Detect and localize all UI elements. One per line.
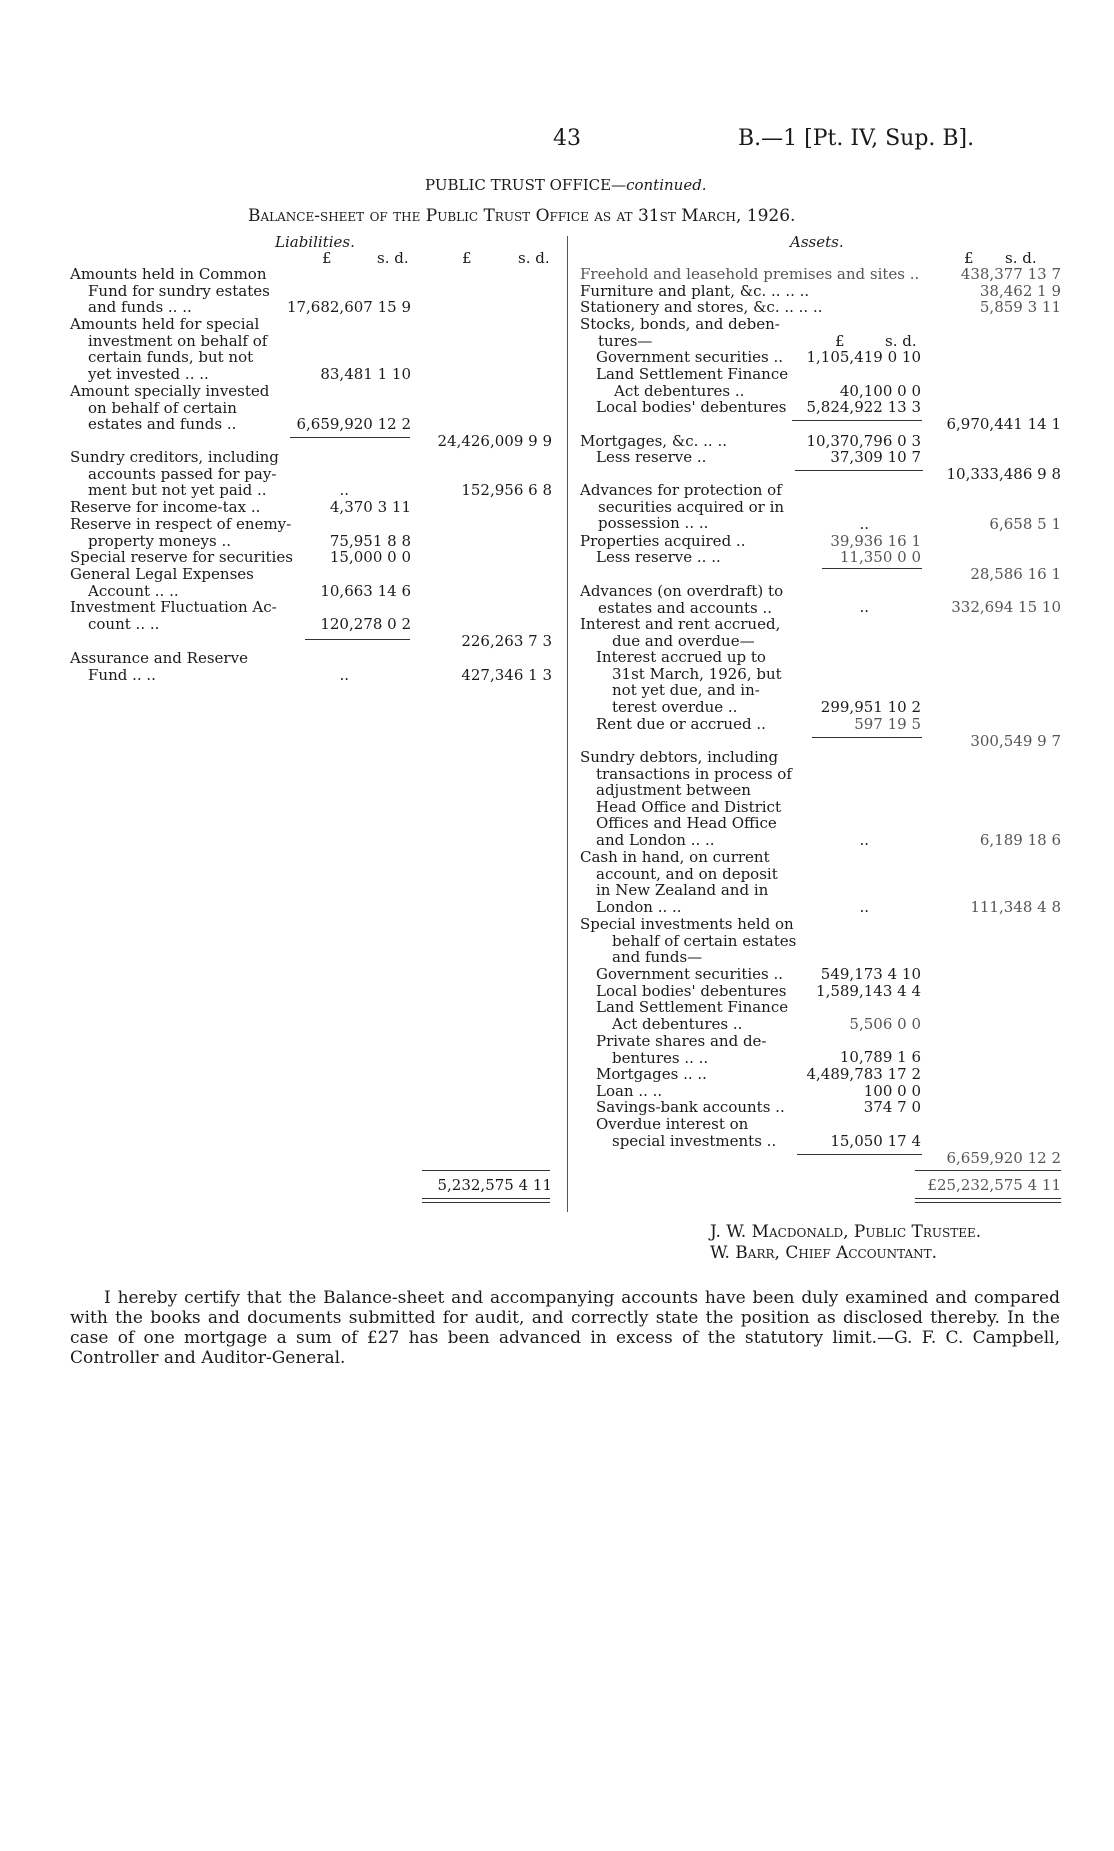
assets-sd-header: s. d. [1005,249,1037,267]
liab-sundry-creditors-amount: .. [339,481,349,499]
liab-enemy-property [70,516,291,549]
liab-pounds-header: £ [322,249,332,267]
liab-assurance-fund [70,650,248,683]
subtotal-rule [822,568,922,569]
asset-label-line: not yet due, and in- [612,681,760,699]
asset-label-line: Offices and Head Office [596,814,777,832]
asset-advances-overdraft-total: 332,694 15 10 [951,598,1061,616]
liab-assurance-fund-amount: .. [339,666,349,684]
asset-label-line: bentures .. .. [612,1048,709,1067]
liab-subtotal-2: 226,263 7 3 [461,632,552,650]
asset-rent-due-amount: 597 19 5 [854,715,921,733]
subtotal-rule [812,737,922,738]
asset-cash [580,849,778,915]
subtotal-rule [290,437,410,438]
asset-sundry-debtors-amount: .. [859,831,869,849]
total-double-rule [422,1198,550,1203]
liab-label-line: Assurance and Reserve [70,649,248,667]
asset-stationery: Stationery and stores, &c. .. .. .. [580,298,823,316]
asset-mortgages-amount: 10,370,796 0 3 [806,432,921,450]
asset-stocks-total: 6,970,441 14 1 [946,415,1061,433]
subtotal-rule [305,639,410,640]
asset-sundry-debtors [580,749,792,848]
asset-label-line: Act debentures .. [612,1014,743,1033]
asset-label-line: terest overdue .. [612,697,738,716]
asset-freehold-total: 438,377 13 7 [960,265,1061,283]
asset-cash-total: 111,348 4 8 [970,898,1061,916]
continued-label: continued. [626,176,707,194]
audit-certificate: I hereby certify that the Balance-sheet and accompanying accounts have been duly examined and compared with the books and documents submitted for audit, and correctly state the position as disclosed thereby. In the case of one mortgage a sum of £27 has been advanced in excess of the statutory limit.—G. F. C. Campbell, Controller and Auditor-General. [70,1288,1060,1368]
asset-interest-total: 300,549 9 7 [970,732,1061,750]
total-rule [915,1170,1061,1171]
asset-label-line: Interest accrued up to [596,648,766,666]
asset-label-line: Act debentures .. [614,381,745,400]
asset-grand-total: £25,232,575 4 11 [927,1176,1061,1194]
asset-special-savings: Savings-bank accounts .. [596,1098,785,1116]
liab-assurance-fund-total: 427,346 1 3 [461,666,552,684]
asset-special-gov: Government securities .. [596,965,784,983]
liab-investment-fluctuation [70,599,277,632]
asset-properties-reserve: Less reserve .. .. [596,548,721,566]
asset-label-line: Special investments held on [580,915,794,933]
liab-label-line: ment but not yet paid .. [88,481,267,499]
liab-grand-total: 5,232,575 4 11 [437,1176,552,1194]
liab-pounds2-header: £ [462,249,472,267]
office-name: PUBLIC TRUST OFFICE— [425,176,627,194]
liab-enemy-property-amount: 75,951 8 8 [329,532,411,550]
asset-label-line: adjustment between [596,781,751,799]
liab-investment-fluctuation-amount: 120,278 0 2 [320,615,411,633]
liab-legal-expenses [70,566,254,599]
asset-local-bodies: Local bodies' debentures [596,398,787,416]
liab-common-fund-amount: 17,682,607 15 9 [286,298,411,316]
liabilities-heading: Liabilities. [275,233,355,251]
asset-label-line: London .. .. [596,897,682,916]
asset-special-private [596,1033,767,1066]
asset-label-line: Interest and rent accrued, [580,615,781,633]
liab-label-line: on behalf of certain [88,398,237,417]
asset-special-local: Local bodies' debentures [596,982,787,1000]
liab-special-reserve: Special reserve for securities [70,548,293,566]
asset-land-settlement [596,366,788,399]
asset-special-gov-amount: 549,173 4 10 [820,965,921,983]
asset-properties: Properties acquired .. [580,532,746,550]
total-rule [422,1170,550,1171]
asset-special-label [580,916,796,966]
asset-label-line: in New Zealand and in [596,881,769,899]
liab-label-line: General Legal Expenses [70,565,254,583]
asset-special-mortgages: Mortgages .. .. [596,1065,707,1083]
asset-label-line: Sundry debtors, including [580,748,779,766]
asset-gov-securities-amount: 1,105,419 0 10 [806,348,921,366]
liab-label-line: Sundry creditors, including [70,448,279,466]
office-heading [425,176,707,194]
liab-label-line: yet invested .. .. [88,364,209,383]
asset-label-line: special investments .. [612,1131,777,1150]
asset-label-line: behalf of certain estates [612,931,797,950]
asset-stationery-total: 5,859 3 11 [979,298,1061,316]
asset-mortgages-reserve: Less reserve .. [596,448,707,466]
asset-label-line: possession .. .. [598,514,709,532]
asset-label-line: transactions in process of [596,764,792,783]
liab-specially-invested [70,383,269,433]
liab-sundry-creditors-total: 152,956 6 8 [461,481,552,499]
liab-special-reserve-amount: 15,000 0 0 [329,548,411,566]
liab-label-line: count .. .. [88,614,160,633]
liab-income-tax: Reserve for income-tax .. [70,498,261,516]
asset-label-line: due and overdue— [612,631,755,650]
liab-label-line: certain funds, but not [88,348,254,366]
asset-advances-protection [580,482,784,532]
asset-label-line: Advances for protection of [580,481,782,499]
asset-label-line: and London .. .. [596,830,715,849]
asset-gov-securities: Government securities .. [596,348,784,366]
liab-label-line: property moneys .. [88,531,231,550]
asset-label-line: Private shares and de- [596,1032,767,1050]
liab-label-line: Account .. .. [88,581,179,600]
liab-income-tax-amount: 4,370 3 11 [329,498,411,516]
asset-mortgages-reserve-amount: 37,309 10 7 [830,448,921,466]
asset-interest-label [580,616,780,649]
asset-sundry-debtors-total: 6,189 18 6 [979,831,1061,849]
liab-label-line: Amounts held in Common [70,265,267,283]
liab-label-line: Fund for sundry estates [88,281,270,300]
asset-land-settlement-amount: 40,100 0 0 [839,382,921,400]
asset-special-private-amount: 10,789 1 6 [839,1048,921,1066]
asset-special-loan: Loan .. .. [596,1082,663,1100]
asset-special-overdue [596,1116,776,1149]
asset-label-line: estates and accounts .. [598,598,773,617]
liab-label-line: and funds .. .. [88,298,192,316]
signature-public-trustee: J. W. Macdonald, Public Trustee. [710,1222,982,1242]
liab-label-line: accounts passed for pay- [88,464,277,483]
liab-sd2-header: s. d. [518,249,550,267]
asset-properties-total: 28,586 16 1 [970,565,1061,583]
liab-label-line: estates and funds .. [88,415,237,433]
column-divider [567,236,568,1212]
asset-special-loan-amount: 100 0 0 [863,1082,921,1100]
asset-furniture: Furniture and plant, &c. .. .. .. [580,282,810,300]
asset-special-land [596,999,788,1032]
asset-local-bodies-amount: 5,824,922 13 3 [806,398,921,416]
liab-label-line: Fund .. .. [88,665,156,684]
assets-sub-sd-header: s. d. [885,332,917,350]
liab-label-line: Amounts held for special [70,315,260,333]
liab-common-fund [70,266,270,316]
liab-special-uninvested-amount: 83,481 1 10 [320,365,411,383]
asset-label-line: Overdue interest on [596,1115,749,1133]
subtotal-rule [792,420,922,421]
asset-label-line: Cash in hand, on current [580,848,770,866]
asset-label-line: Land Settlement Finance [596,998,789,1016]
liab-subtotal-1: 24,426,009 9 9 [437,432,552,450]
subtotal-rule [797,1154,922,1155]
page-number: 43 [553,126,581,151]
asset-label-line: tures— [598,331,653,350]
liab-sd-header: s. d. [377,249,409,267]
page-title: Balance-sheet of the Public Trust Office as at 31st March, 1926. [248,206,796,226]
asset-cash-amount: .. [859,898,869,916]
asset-label-line: Stocks, bonds, and deben- [580,315,780,333]
asset-special-local-amount: 1,589,143 4 4 [816,982,921,1000]
liab-label-line: Amount specially invested [70,382,270,400]
liab-label-line: investment on behalf of [88,331,268,350]
asset-special-overdue-amount: 15,050 17 4 [830,1132,921,1150]
asset-label-line: account, and on deposit [596,864,778,883]
asset-advances-protection-total: 6,658 5 1 [989,515,1061,533]
asset-label-line: Advances (on overdraft) to [580,582,784,600]
asset-furniture-total: 38,462 1 9 [979,282,1061,300]
asset-freehold: Freehold and leasehold premises and sites .. [580,265,920,283]
liab-sundry-creditors [70,449,279,499]
asset-interest-accrued-amount: 299,951 10 2 [820,698,921,716]
signature-chief-accountant: W. Barr, Chief Accountant. [710,1243,938,1263]
asset-label-line: and funds— [612,948,703,966]
liab-special-uninvested [70,316,267,382]
document-reference: B.—1 [Pt. IV, Sup. B]. [738,126,975,151]
asset-label-line: Land Settlement Finance [596,365,789,383]
asset-label-line: securities acquired or in [598,497,785,516]
asset-properties-amount: 39,936 16 1 [830,532,921,550]
assets-sub-pounds-header: £ [835,332,845,350]
liab-label-line: Investment Fluctuation Ac- [70,598,277,616]
asset-label-line: 31st March, 1926, but [612,664,782,683]
asset-stocks-label [580,316,780,349]
liab-specially-invested-amount: 6,659,920 12 2 [296,415,411,433]
asset-advances-overdraft-amount: .. [859,598,869,616]
assets-heading: Assets. [790,233,844,251]
asset-rent-due: Rent due or accrued .. [596,715,766,733]
asset-mortgages-total: 10,333,486 9 8 [946,465,1061,483]
asset-special-land-amount: 5,506 0 0 [849,1015,921,1033]
asset-label-line: Head Office and District [596,797,781,816]
asset-mortgages: Mortgages, &c. .. .. [580,432,727,450]
asset-advances-overdraft [580,583,783,616]
asset-interest-accrued [596,649,782,715]
liab-legal-expenses-amount: 10,663 14 6 [320,582,411,600]
asset-advances-protection-amount: .. [859,515,869,533]
asset-special-savings-amount: 374 7 0 [863,1098,921,1116]
subtotal-rule [795,470,923,471]
asset-special-total: 6,659,920 12 2 [946,1149,1061,1167]
liab-label-line: Reserve in respect of enemy- [70,515,292,533]
total-double-rule [915,1198,1061,1203]
asset-special-mortgages-amount: 4,489,783 17 2 [806,1065,921,1083]
asset-properties-reserve-amount: 11,350 0 0 [839,548,921,566]
assets-pounds-header: £ [964,249,974,267]
